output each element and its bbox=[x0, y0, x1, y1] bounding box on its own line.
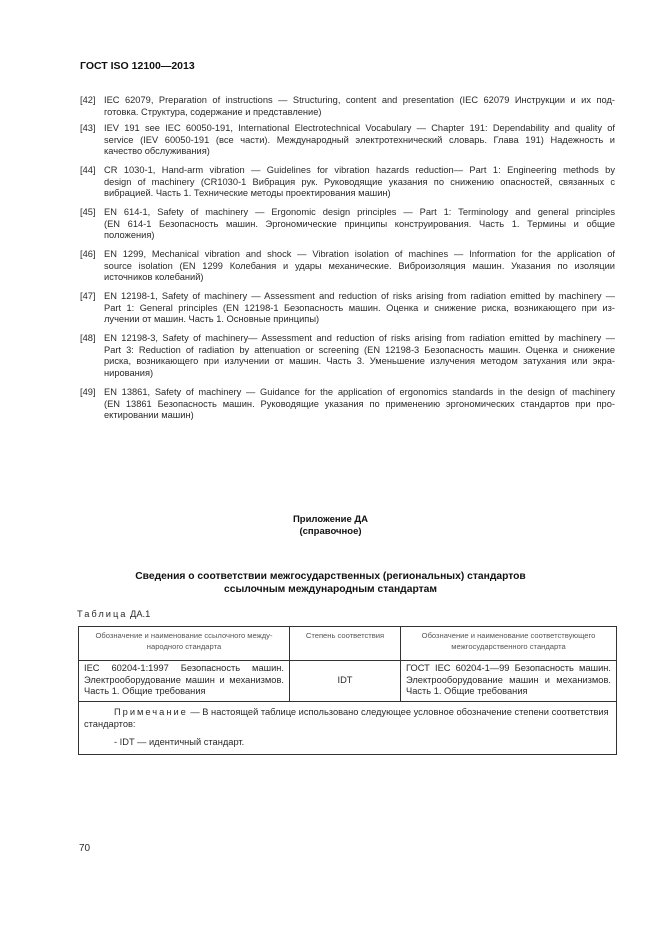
reference-line: source isolation (EN 1299 Колебания и удары механические. Виброизоляция машин. Указания по изоляции bbox=[104, 260, 615, 271]
reference-number: [43] bbox=[80, 123, 96, 133]
caption-id: ДА.1 bbox=[130, 609, 151, 619]
appendix-title: Приложение ДА bbox=[292, 514, 369, 525]
reference-number: [49] bbox=[80, 387, 96, 397]
reference-line: качество обслуживания) bbox=[104, 146, 210, 157]
reference-text bbox=[104, 387, 615, 422]
appendix-subtitle: (справочное) bbox=[299, 526, 362, 537]
reference-line: вибрацией. Часть 1. Технические методы проектирования машин) bbox=[104, 188, 391, 199]
reference-line: EN 12198-3, Safety of machinery— Assessment and reduction of risks arising from radiation emitted by machinery — bbox=[104, 333, 615, 343]
reference-line: design of machinery (CR1030-1 Вибрация рук. Руководящие указания по снижению опасностей, связанных с bbox=[104, 176, 615, 187]
reference-line: Part 3: Reduction of radiation by attenuation or screening (EN 12198-3 Безопасность машин. Оценка и снижение bbox=[104, 344, 615, 355]
reference-number: [47] bbox=[80, 291, 96, 301]
table-header-row bbox=[79, 627, 617, 661]
note-text: — В настоящей таблице использовано следующее условное обозначение степени соответствия стандартов: bbox=[84, 706, 609, 729]
note-label: Примечание bbox=[114, 706, 188, 717]
correspondence-table bbox=[78, 626, 617, 755]
reference-line: (EN 13861 Безопасность машин. Руководящие указания по применению эргономических стандартов при про- bbox=[104, 398, 615, 409]
reference-text bbox=[104, 165, 615, 200]
appendix-heading-line2: ссылочным международным стандартам bbox=[224, 584, 437, 595]
header-cell-degree: Степень соответствия bbox=[290, 627, 401, 661]
header-cell-interstate: Обозначение и наименование соответствующего межгосударственного стандарта bbox=[401, 627, 617, 661]
reference-number: [44] bbox=[80, 165, 96, 175]
table-row bbox=[79, 661, 617, 702]
caption-word: Таблица bbox=[77, 609, 128, 619]
reference-text bbox=[104, 291, 615, 326]
cell-interstate-standard: ГОСТ IEC 60204-1—99 Безопасность машин. Электрооборудование машин и механизмов. Часть 1. Общие требования bbox=[401, 661, 617, 702]
document-header: ГОСТ ISO 12100—2013 bbox=[80, 60, 195, 72]
reference-line: готовка. Структура, содержание и представление) bbox=[104, 106, 322, 117]
reference-number: [48] bbox=[80, 333, 96, 343]
page-number: 70 bbox=[79, 843, 91, 854]
reference-line: EN 614-1, Safety of machinery — Ergonomic design principles — Part 1: Terminology and general principles bbox=[104, 207, 615, 217]
reference-line: EN 13861, Safety of machinery — Guidance for the application of ergonomics standards in the design of machinery bbox=[104, 387, 615, 397]
cell-international-standard: IEC 60204-1:1997 Безопасность машин. Электрооборудование машин и механизмов. Часть 1. Общие требования bbox=[79, 661, 290, 702]
table-caption bbox=[77, 609, 150, 619]
reference-line: источников колебаний) bbox=[104, 272, 204, 283]
reference-line: нирования) bbox=[104, 367, 154, 378]
reference-text bbox=[104, 207, 615, 242]
reference-text bbox=[104, 123, 615, 158]
reference-line: положения) bbox=[104, 230, 155, 241]
reference-line: EN 1299, Mechanical vibration and shock — Vibration isolation of machines — Information for the application of bbox=[104, 249, 615, 259]
reference-line: ектировании машин) bbox=[104, 410, 194, 421]
reference-line: риска, возникающего при излучении от машин. Часть 3. Уменьшение излучения методом затухания или экра- bbox=[104, 356, 615, 367]
reference-line: CR 1030-1, Hand-arm vibration — Guidelines for vibration hazards reduction— Part 1: Engineering methods by bbox=[104, 165, 615, 175]
reference-line: (EN 614-1 Безопасность машин. Эргономические принципы конструирования. Часть 1. Термины и общие bbox=[104, 218, 615, 229]
cell-degree: IDT bbox=[290, 661, 401, 702]
reference-line: IEV 191 see IEC 60050-191, International Electrotechnical Vocabulary — Chapter 191: Dependability and quality of bbox=[104, 123, 615, 133]
reference-number: [45] bbox=[80, 207, 96, 217]
header-cell-international: Обозначение и наименование ссылочного между-народного стандарта bbox=[79, 627, 290, 661]
reference-line: Part 1: General principles (EN 12198-1 Безопасность машин. Оценка и снижение риска, возникающего при из- bbox=[104, 302, 615, 313]
reference-number: [46] bbox=[80, 249, 96, 259]
reference-line: IEC 62079, Preparation of instructions — Structuring, content and presentation (IEC 62079 Инструкции и их под- bbox=[104, 95, 615, 105]
reference-text bbox=[104, 249, 615, 284]
reference-line: лучении от машин. Часть 1. Основные принципы) bbox=[104, 314, 320, 325]
reference-number: [42] bbox=[80, 95, 96, 105]
table-note-row bbox=[79, 701, 617, 755]
reference-line: EN 12198-1, Safety of machinery — Assessment and reduction of risks arising from radiation emitted by machinery — bbox=[104, 291, 615, 301]
note-item: - IDT — идентичный стандарт. bbox=[114, 736, 245, 747]
reference-line: service (IEV 60050-191 (все части). Международный электротехнический словарь. Глава 191) Надежность и bbox=[104, 134, 615, 145]
reference-text bbox=[104, 95, 615, 118]
table-note bbox=[79, 701, 617, 755]
reference-text bbox=[104, 333, 615, 379]
appendix-heading-line1: Сведения о соответствии межгосударственных (региональных) стандартов bbox=[135, 571, 526, 582]
